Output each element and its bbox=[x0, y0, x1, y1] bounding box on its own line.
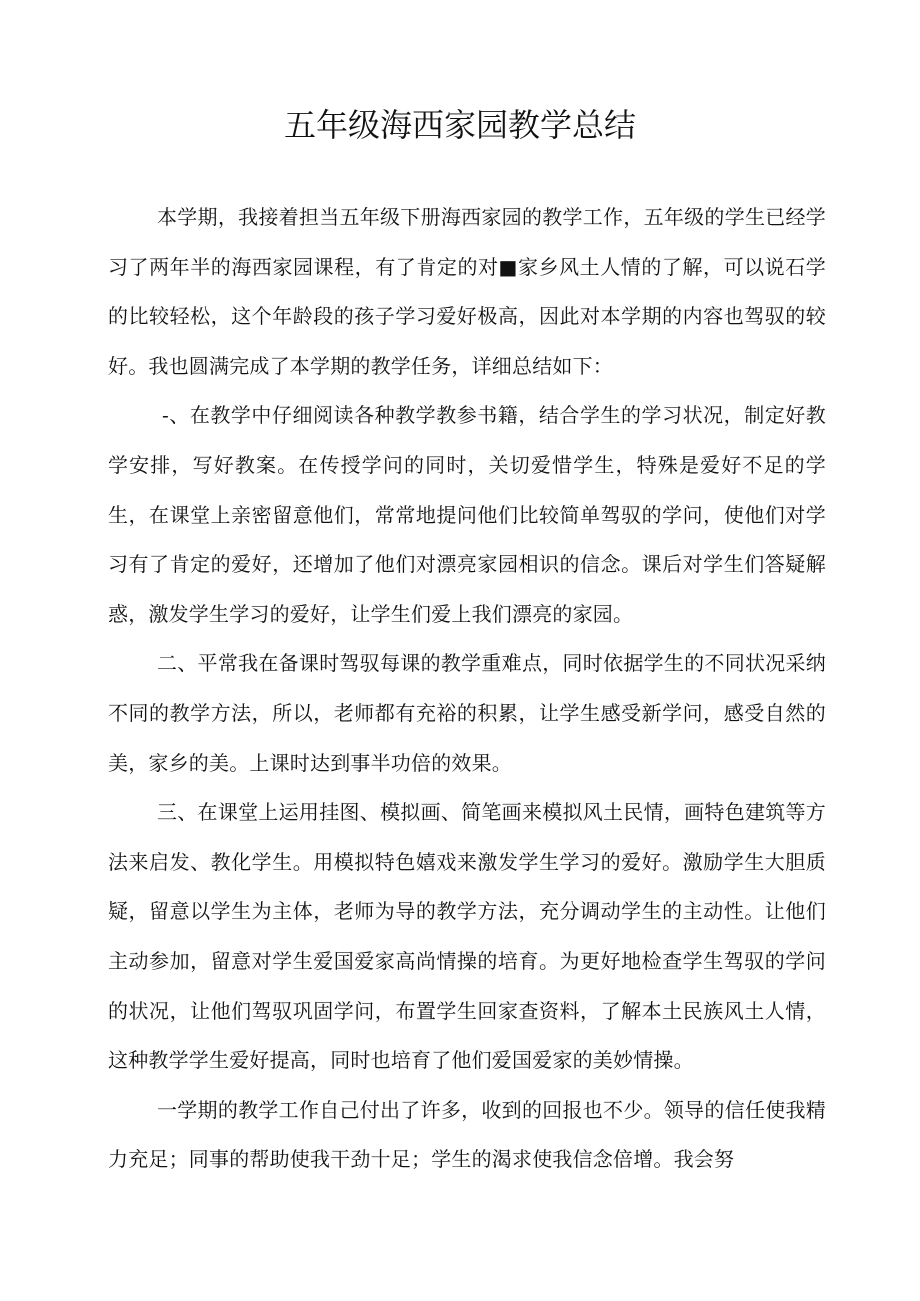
paragraph-conclusion: 一学期的教学工作自己付出了许多，收到的回报也不少。领导的信任使我精力充足；同事的帮助使我干劲十足；学生的渴求使我信念倍增。我会努 bbox=[108, 1097, 826, 1172]
document-body bbox=[108, 193, 826, 1185]
paragraph-intro: 本学期，我接着担当五年级下册海西家园的教学工作，五年级的学生已经学习了两年半的海西家园课程，有了肯定的对■家乡风土人情的了解，可以说石学的比较轻松，这个年龄段的孩子学习爱好极高，因此对本学期的内容也驾驭的较好。我也圆满完成了本学期的教学任务，详细总结如下： bbox=[108, 205, 826, 378]
paragraph-point-three: 三、在课堂上运用挂图、模拟画、简笔画来模拟风土民情，画特色建筑等方法来启发、教化学生。用模拟特色嬉戏来激发学生学习的爱好。激励学生大胆质疑，留意以学生为主体，老师为导的教学方法，充分调动学生的主动性。让他们主动参加，留意对学生爱国爱家高尚情操的培育。为更好地检查学生驾驭的学问的状况，让他们驾驭巩固学问，布置学生回家查资料，了解本土民族风土人情，这种教学学生爱好提高，同时也培育了他们爱国爱家的美妙情操。 bbox=[108, 800, 826, 1073]
document-title: 五年级海西家园教学总结 bbox=[283, 106, 636, 144]
paragraph-point-two: 二、平常我在备课时驾驭每课的教学重难点，同时依据学生的不同状况采纳不同的教学方法，所以，老师都有充裕的积累，让学生感受新学问，感受自然的美，家乡的美。上课时达到事半功倍的效果。 bbox=[108, 651, 826, 775]
paragraph-point-one: -、在教学中仔细阅读各种教学教参书籍，结合学生的学习状况，制定好教学安排，写好教案。在传授学问的同时，关切爱惜学生，特殊是爱好不足的学生，在课堂上亲密留意他们，常常地提问他们比较简单驾驭的学问，使他们对学习有了肯定的爱好，还增加了他们对漂亮家园相识的信念。课后对学生们答疑解惑，激发学生学习的爱好，让学生们爱上我们漂亮的家园。 bbox=[108, 403, 826, 626]
